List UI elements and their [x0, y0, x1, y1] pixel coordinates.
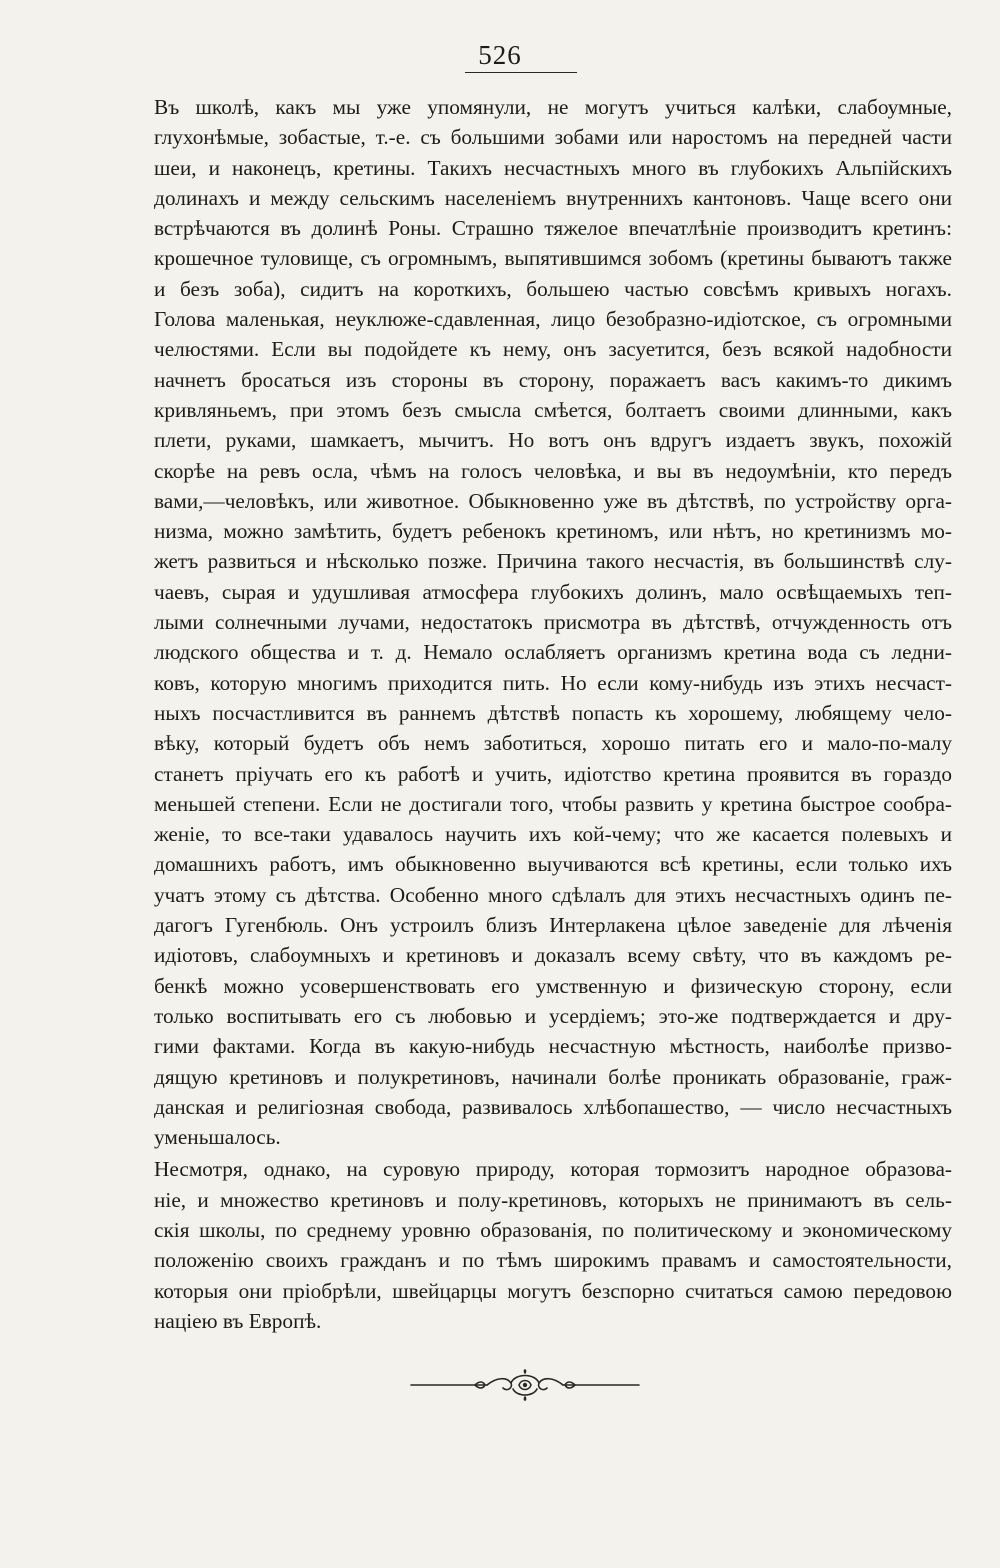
text-line: ныхъ посчастливится въ раннемъ дѣтствѣ попасть къ хорошему, любящему чело- [154, 700, 952, 725]
text-line: вѣку, который будетъ объ немъ заботиться, хорошо питать его и мало-по-малу [154, 731, 952, 756]
text-line: Въ школѣ, какъ мы уже упомянули, не могутъ учиться калѣки, слабоумные, [154, 95, 952, 119]
text-line: положенію своихъ гражданъ и по тѣмъ широкимъ правамъ и самостоятельности, [154, 1248, 952, 1273]
page-number: 526 [478, 40, 522, 70]
body-text [96, 92, 952, 1336]
paragraph [96, 92, 952, 1152]
text-line: шеи, и наконецъ, кретины. Такихъ несчастныхъ много въ глубокихъ Альпійскихъ [154, 155, 952, 180]
text-line: жетъ развиться и нѣсколько позже. Причина такого несчастія, въ большинствѣ слу- [154, 549, 952, 574]
text-line: крошечное туловище, съ огромнымъ, выпятившимся зобомъ (кретины бываютъ также [154, 246, 952, 271]
text-line: Голова маленькая, неуклюже-сдавленная, лицо безобразно-идіотское, съ огромными [154, 307, 952, 332]
text-line: уменьшалось. [154, 1125, 281, 1150]
text-line: ковъ, которую многимъ приходится пить. Но если кому-нибудь изъ этихъ несчаст- [154, 670, 952, 695]
page-number-rule [465, 72, 577, 73]
text-line: которыя они пріобрѣли, швейцарцы могутъ безспорно считаться самою передовою [154, 1278, 952, 1303]
text-line: чаевъ, сырая и удушливая атмосфера глубокихъ долинъ, мало освѣщаемыхъ теп- [154, 579, 952, 604]
text-line: плети, руками, шамкаетъ, мычитъ. Но вотъ онъ вдругъ издаетъ звукъ, похожій [154, 428, 952, 453]
text-line: станетъ пріучать его къ работѣ и учить, идіотство кретина проявится въ гораздо [154, 761, 952, 786]
text-line: кривляньемъ, при этомъ безъ смысла смѣется, болтаетъ своими длинными, какъ [154, 397, 952, 422]
text-line: домашнихъ работъ, имъ обыкновенно выучиваются всѣ кретины, если только ихъ [154, 852, 952, 877]
text-line: Несмотря, однако, на суровую природу, которая тормозитъ народное образова- [154, 1157, 952, 1182]
text-line: бенкѣ можно усовершенствовать его умственную и физическую сторону, если [154, 973, 952, 998]
text-line: встрѣчаются въ долинѣ Роны. Страшно тяжелое впечатлѣніе производитъ кретинъ: [154, 216, 952, 241]
text-line: начнетъ бросаться изъ стороны въ сторону, поражаетъ васъ какимъ-то дикимъ [154, 367, 952, 392]
paragraph [96, 1154, 952, 1336]
text-line: ніе, и множество кретиновъ и полу-кретиновъ, которыхъ не принимаютъ въ сель- [154, 1187, 952, 1212]
text-line: учатъ этому съ дѣтства. Особенно много сдѣлалъ для этихъ несчастныхъ одинъ пе- [154, 882, 952, 907]
text-line: гими фактами. Когда въ какую-нибудь несчастную мѣстность, наиболѣе призво- [154, 1034, 952, 1059]
text-line: идіотовъ, слабоумныхъ и кретиновъ и доказалъ всему свѣту, что въ каждомъ ре- [154, 943, 952, 968]
text-line: націею въ Европѣ. [154, 1308, 322, 1333]
text-line: только воспитывать его съ любовью и усердіемъ; это-же подтверждается и дру- [154, 1003, 952, 1028]
text-line: дящую кретиновъ и полукретиновъ, начинали болѣе проникать образованіе, граж- [154, 1064, 952, 1089]
text-line: женіе, то все-таки удавалось научить ихъ кой-чему; что же касается полевыхъ и [154, 822, 952, 847]
text-line: вами,—человѣкъ, или животное. Обыкновенно уже въ дѣтствѣ, по устройству орга- [154, 488, 952, 513]
text-line: челюстями. Если вы подойдете къ нему, онъ засуетится, безъ всякой надобности [154, 337, 952, 362]
text-line: и безъ зоба), сидитъ на короткихъ, большею частью совсѣмъ кривыхъ ногахъ. [154, 276, 952, 301]
text-line: скія школы, по среднему уровню образованія, по политическому и экономическому [154, 1217, 952, 1242]
text-line: лыми солнечными лучами, недостатокъ присмотра въ дѣтствѣ, отчужденность отъ [154, 610, 952, 635]
text-line: меньшей степени. Если не достигали того, чтобы развить у кретина быстрое сообра- [154, 791, 952, 816]
text-line: глухонѣмые, зобастые, т.-е. съ большими зобами или наростомъ на передней части [154, 125, 952, 150]
fleuron-ornament-icon [405, 1367, 645, 1403]
text-line: скорѣе на ревъ осла, чѣмъ на голосъ человѣка, и вы въ недоумѣніи, кто передъ [154, 458, 952, 483]
text-line: данская и религіозная свобода, развивалось хлѣбопашество, — число несчастныхъ [154, 1094, 952, 1119]
text-line: людского общества и т. д. Немало ослабляетъ организмъ кретина вода съ ледни- [154, 640, 952, 665]
text-line: дагогъ Гугенбюль. Онъ устроилъ близъ Интерлакена цѣлое заведеніе для лѣченія [154, 913, 952, 938]
text-line: низма, можно замѣтить, будетъ ребенокъ кретиномъ, или нѣтъ, но кретинизмъ мо- [154, 519, 952, 544]
text-line: долинахъ и между сельскимъ населеніемъ внутреннихъ кантоновъ. Чаще всего они [154, 185, 952, 210]
